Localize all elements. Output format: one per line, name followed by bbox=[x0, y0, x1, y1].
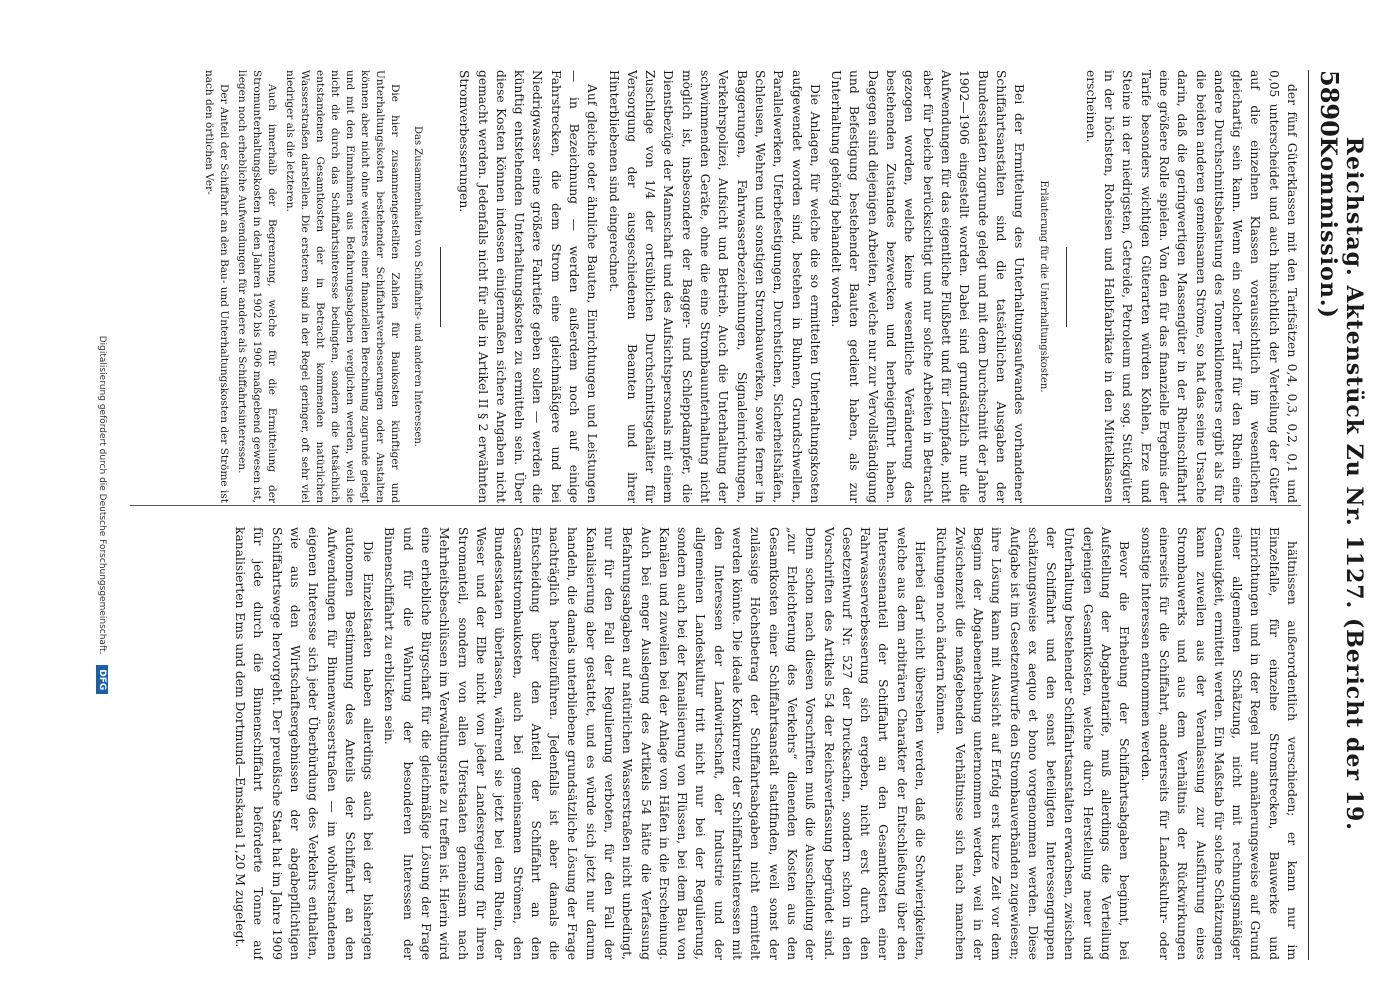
page-header bbox=[1315, 70, 1367, 960]
paragraph: der fünf Güterklassen mit den Tarifsätzen 0,4, 0,3, 0,2, 0,1 und 0,05 unterscheidet und auch hinsichtlich der Verteilung der Güter auf die einzelnen Klassen voraussichtlich im wesentlichen gleichartig sein kann. Wenn ein solcher Tarif für den Rhein eine andere Durchschnittsbelastung des Tonnenkilometers ergibt als für die beiden anderen gemeinsamen Ströme, so hat das seine Ursache darin, daß die geringwertigen Massengüter in der Rheinschiffahrt eine größere Rolle spielen. Von den für das finanzielle Ergebnis der Tarife besonders wichtigen Güterarten würden Kohlen, Erze und Steine in der niedrigsten, Getreide, Petroleum und sog. Stückgüter in der höchsten, Roheisen und Halbfabrikate in den Mittelklassen erscheinen. bbox=[1083, 70, 1299, 503]
paragraph: Bei der Ermittelung des Unterhaltungsaufwandes vorhandener Schiffahrtsanstalten sind die tatsächlichen Ausgaben der Bundesstaaten zugrunde gelegt und mit dem Durchschnitt der Jahre 1902—1906 eingestellt worden. Dabei sind grundsätzlich nur die Aufwendungen für das eigentliche Flußbett und für Leinpfade, nicht aber für Deiche berücksichtigt und nur solche Arbeiten in Betracht gezogen worden, welche keine wesentliche Veränderung des bestehenden Zustandes bezwecken und herbeigeführt haben. Dagegen sind diejenigen Arbeiten, welche nur zur Vervollständigung und Befestigung bestehender Bauten gedient haben, als zur Unterhaltung gehörig behandelt worden. bbox=[829, 70, 1027, 503]
subheading: Erläuterung für die Unterhaltungskosten. bbox=[1038, 180, 1050, 393]
column-rule bbox=[130, 505, 1301, 506]
digitization-credit bbox=[96, 70, 108, 960]
paragraph: Die Anlagen, für welche die so ermittelten Unterhaltungskosten aufgewendet worden sind, bestehen in Buhnen, Grundschwellen, Parallelwerken, Uferbefestigungen, Durchstichen, Sicherheitshäfen, Schleusen, Wehren und sonstigen Strombauwerken, sowie ferner in Baggerungen, Fahrwasserbezeichnungen, Signaleinrichtungen, Verkehrspolizei, Aufsicht und Betrieb. Auch die Unterhaltung der schwimmenden Geräte, ohne die eine Strombauunterhaltung nicht möglich ist, insbesondere der Bagger- und Schleppdampfer, die Dienstbezüge der Mannschaft und des Aufsichtspersonals mit einem Zuschlage von 1/4 der ortsüblichen Durchschnittsgehälter für Versorgung der ausgeschiedenen Beamten und ihrer Hinterbliebenen sind eingerechnet. bbox=[606, 70, 822, 503]
section-divider bbox=[440, 247, 441, 327]
paragraph: Hierbei darf nicht übersehen werden, daß die Schwierigkeiten, welche aus dem arbiträren Charakter der Entschließung über den Interessenanteil der Schiffahrt an den Gesamtkosten einer Fahrwasserverbesserung sich ergeben, nicht erst durch den Gesetzentwurf Nr. 527 der Drucksachen, sondern schon in den Vorschriften des Artikels 54 der Reichsverfassung begründet sind. Denn schon nach diesen Vorschriften muß die Ausscheidung der „zur Erleichterung des Verkehrs“ dienenden Kosten aus den Gesamtkosten einer Schiffahrtsanstalt stattfinden, weil sonst der zulässige Höchstbetrag der Schiffahrtsabgaben nicht ermittelt werden könnte. Die ideale Konkurrenz der Schiffahrtsinteressen mit den Interessen der Landwirtschaft, der Industrie und der allgemeinen Landeskultur tritt nicht nur bei der Regulierung, sondern auch bei der Kanalisierung von Flüssen, bei dem Bau von Kanälen und zuweilen bei der Anlage von Häfen in die Erscheinung. Auch bei enger Auslegung des Artikels 54 hätte die Verfassung Befahrungsabgaben auf natürlichen Wasserstraßen nicht unbedingt, nur für den Fall der Regulierung verboten, für den Fall der Kanalisierung aber gestattet, und es würde sich jetzt nur darum handeln, die damals unterbliebene grundsätzliche Lösung der Frage nachträglich herbeizuführen. Jedenfalls ist aber damals die Entscheidung über den Anteil der Schiffahrt an den Gesamtstrombaukosten, auch bei gemeinsamen Strömen, den Bundesstaaten überlassen, während sie jetzt bei dem Rhein, der Weser und der Elbe nicht von jeder Landesregierung für ihren Stromanteil, sondern von allen Uferstaaten gemeinsam nach Mehrheitsbeschlüssen im Verwaltungsrate zu treffen ist. Hierin wird eine erhebliche Bürgschaft für die gleichmäßige Lösung der Frage und für die Wahrung der besonderen Interessen der Binnenschiffahrt zu erblicken sein. bbox=[382, 527, 928, 960]
paragraph: Auf gleiche oder ähnliche Bauten, Einrichtungen und Leistungen — in Bezeichnung — werden außerdem noch auf einige Fahrstrecken, die dem Strom eine gleichmäßigere und bei Niedrigwasser eine größere Fahrtiefe geben sollen — werden die künftig entstehenden Unterhaltungskosten zu ermitteln sein. Über diese Kosten können indessen einigermaßen sichere Angaben nicht gemacht werden. Jedenfalls nicht für alle in Artikel II § 2 erwähnten Stromverbesserungen. bbox=[457, 70, 600, 503]
header-rule bbox=[1308, 70, 1309, 960]
section-divider bbox=[1066, 247, 1067, 327]
dfg-logo: DFG bbox=[96, 665, 108, 694]
paragraph: Die Einzelstaaten haben allerdings auch bei der bisherigen autonomen Bestimmung des Anteils der Schiffahrt an den Aufwendungen für Binnenwasserstraßen — im wohlverstandenen eigenen Interesse sich jeder Überbürdung des Verkehrs enthalten, wie aus den Wirtschaftsergebnissen der abgabepflichtigen Schiffahrtswege hervorgeht. Der preußische Staat hat im Jahre 1909 für jede durch die Binnenschiffahrt beförderte Tonne auf kanalisierten Ems und dem Dortmund—Emskanal 1,20 M zugelegt. bbox=[233, 527, 376, 960]
paragraph: hältnissen außerordentlich verschieden; er kann nur im Einzelfalle, für einzelne Stromstrecken, Bauwerke und Einrichtungen und in der Regel nur annäherungsweise auf Grund einer allgemeinen Schätzung, nicht mit rechnungsmäßiger Genauigkeit, ermittelt werden. Ein Maßstab für solche Schätzungen kann zuweilen aus der Veranlassung zur Ausführung eines Strombauwerks und aus dem Verhältnis der Rückwirkungen einerseits für die Schiffahrt, andererseits für Landeskultur- oder sonstige Interessen entnommen werden. bbox=[1138, 527, 1299, 960]
right-column bbox=[130, 527, 1301, 960]
left-column bbox=[130, 70, 1301, 503]
paragraph: Die hier zusammengestellten Zahlen für Baukosten künftiger und Unterhaltungskosten bestehender Schiffahrtsverbesserungen oder Anstalten können aber nicht ohne weiteres einer finanziellen Berechnung zugrunde gelegt und mit den Einnahmen aus Befahrungsabgaben verglichen werden, weil sie nicht die durch das Schiffahrtsinteresse bedingten, sondern die tatsächlich entstandenen Gesamtkosten der in Betracht kommenden natürlichen Wasserstraßen darstellen. Die ersteren sind in der Regel geringer, oft sehr viel niedriger als die letzteren. bbox=[283, 70, 401, 503]
footnote-heading: Das Zusammenhalten von Schiffahrts- und anderen Interessen. bbox=[411, 126, 423, 447]
paragraph: Der Anteil der Schiffahrt an den Bau- und Unterhaltungskosten der Ströme ist nach den örtlichen Ver- bbox=[202, 70, 230, 503]
page-title: Reichstag. Aktenstück Zu Nr. 1127. (Bericht der 19. Kommission.) bbox=[1315, 136, 1367, 831]
paragraph: Auch innerhalb der Begrenzung, welche für die Ermittelung der Stromunterhaltungskosten in den Jahren 1902 bis 1906 maßgebend gewesen ist, liegen noch erhebliche Aufwendungen für andere als Schiffahrtsinteressen. bbox=[235, 70, 278, 503]
credit-text: Digitalisierung gefördert durch die Deutsche Forschungsgemeinschaft. bbox=[97, 335, 107, 655]
page-number: 5890 bbox=[1315, 70, 1344, 137]
text-columns bbox=[130, 70, 1301, 960]
paragraph: Bevor die Erhebung der Schiffahrtsabgaben beginnt, bei Aufstellung der Abgabentarife, muß allerdings die Verteilung derjenigen Gesamtkosten, welche durch Herstellung neuer und Unterhaltung bestehender Schiffahrtsanstalten erwachsen, zwischen der Schiffahrt und den sonst beteiligten Interessengruppen schätzungsweise ex aequo et bono vorgenommen werden. Diese Aufgabe ist im Gesetzentwurfe den Strombauverbänden zugewiesen; ihre Lösung kann mit Aussicht auf Erfolg erst kurze Zeit vor dem Beginn der Abgabenerhebung unternommen werden, weil in der Zwischenzeit die maßgebenden Verhältnisse sich nach manchen Richtungen noch ändern können. bbox=[934, 527, 1132, 960]
